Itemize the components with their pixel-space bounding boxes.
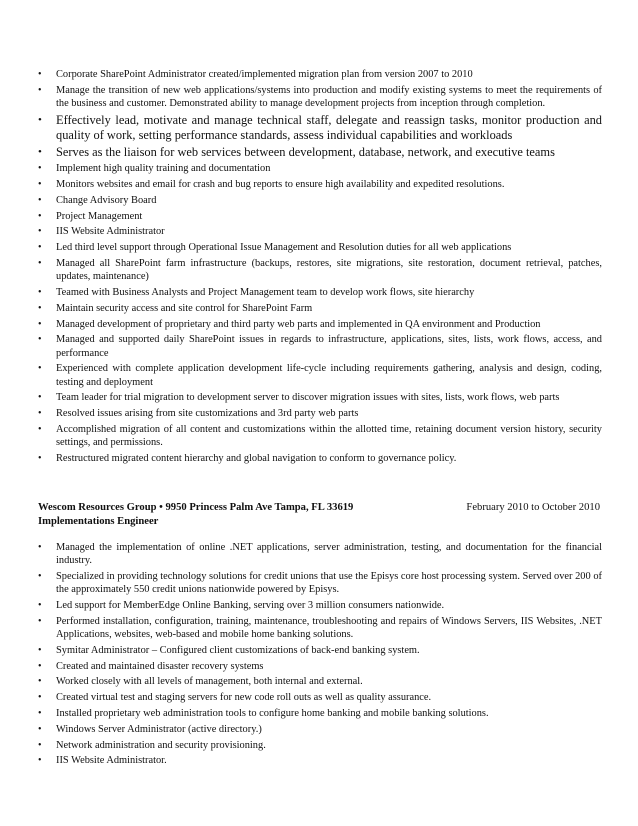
job-duties-list: [38, 541, 602, 770]
bullet-text: Performed installation, configuration, training, maintenance, troubleshooting and repairs of Windows Servers, IIS Websites, .NET Applications, websites, web-based and mobile home banking solutions.: [56, 615, 602, 640]
bullet-dot-icon: •: [38, 242, 42, 254]
bullet-dot-icon: •: [38, 146, 42, 159]
bullet-item: [38, 84, 602, 110]
bullet-dot-icon: •: [38, 318, 42, 330]
job-dates: February 2010 to October 2010: [466, 502, 600, 513]
bullet-item: [38, 257, 602, 283]
bullet-text: Managed all SharePoint farm infrastructure (backups, restores, site migrations, site restoration, document retrieval, patches, updates, maintenance): [56, 257, 602, 283]
bullet-text: Worked closely with all levels of management, both internal and external.: [56, 676, 363, 688]
bullet-dot-icon: •: [38, 408, 42, 420]
bullet-item: [38, 162, 602, 175]
bullet-item: [38, 541, 602, 567]
job-title: Implementations Engineer: [38, 516, 159, 527]
bullet-item: [38, 194, 602, 207]
bullet-text: Accomplished migration of all content and customizations within the allotted time, retaining document version history, security settings, and permissions.: [56, 423, 602, 449]
bullet-text: Created and maintained disaster recovery systems: [56, 660, 264, 672]
bullet-item: [38, 723, 602, 736]
bullet-text: Teamed with Business Analysts and Project Management team to develop work flows, site hierarchy: [56, 286, 475, 298]
bullet-dot-icon: •: [38, 676, 42, 688]
bullet-text: Project Management: [56, 210, 143, 222]
job-line: [38, 501, 602, 515]
bullet-item: [38, 691, 602, 704]
bullet-item: [38, 423, 602, 449]
bullet-item: [38, 113, 602, 144]
bullet-text: Managed and supported daily SharePoint issues in regards to infrastructure, applications, sites, lists, work flows, access, and performance: [56, 334, 602, 359]
bullet-item: [38, 391, 602, 404]
bullet-text: Managed the implementation of online .NET applications, server administration, testing, and documentation for the financial industry.: [56, 542, 602, 567]
bullet-item: [38, 362, 602, 388]
bullet-item: [38, 407, 602, 420]
bullet-item: [38, 599, 602, 612]
bullet-item: [38, 707, 602, 720]
bullet-dot-icon: •: [38, 707, 42, 719]
bullet-text: Network administration and security provisioning.: [56, 739, 266, 751]
bullet-text: Installed proprietary web administration tools to configure home banking and mobile banking solutions.: [56, 707, 489, 719]
bullet-item: [38, 318, 602, 331]
bullet-text: Implement high quality training and documentation: [56, 163, 271, 175]
bullet-text: Monitors websites and email for crash and bug reports to ensure high availability and expedited resolutions.: [56, 179, 505, 190]
bullet-text: Effectively lead, motivate and manage technical staff, delegate and reassign tasks, monitor production and quality of work, setting performance standards, assess individual capabilities and workloads: [56, 112, 602, 143]
bullet-text: Led support for MemberEdge Online Banking, serving over 3 million consumers nationwide.: [56, 600, 445, 611]
bullet-item: [38, 178, 602, 191]
job-company: Wescom Resources Group • 9950 Princess Palm Ave Tampa, FL 33619: [38, 502, 354, 513]
bullet-item: [38, 302, 602, 315]
bullet-dot-icon: •: [38, 194, 42, 206]
bullet-dot-icon: •: [38, 363, 42, 375]
bullet-item: [38, 675, 602, 688]
job-header: [38, 501, 602, 529]
bullet-text: IIS Website Administrator: [56, 226, 165, 238]
bullet-dot-icon: •: [38, 302, 42, 314]
bullet-dot-icon: •: [38, 739, 42, 751]
bullet-text: Manage the transition of new web applications/systems into production and modify existing systems to meet the requirements of the business and customer. Demonstrated ability to manage development projects from inception through completion.: [56, 84, 602, 109]
bullet-item: [38, 570, 602, 596]
bullet-item: [38, 210, 602, 223]
bullet-item: [38, 644, 602, 657]
bullet-text: Restructured migrated content hierarchy and global navigation to conform to governance policy.: [56, 452, 457, 464]
bullet-dot-icon: •: [38, 226, 42, 238]
bullet-dot-icon: •: [38, 69, 42, 80]
bullet-text: Symitar Administrator – Configured client customizations of back-end banking system.: [56, 644, 420, 656]
bullet-item: [38, 660, 602, 673]
bullet-text: Created virtual test and staging servers for new code roll outs as well as quality assurance.: [56, 692, 432, 704]
bullet-text: Corporate SharePoint Administrator created/implemented migration plan from version 2007 to 2010: [56, 69, 473, 80]
bullet-item: [38, 333, 602, 359]
bullet-dot-icon: •: [38, 755, 42, 767]
bullet-item: [38, 452, 602, 465]
bullet-text: Team leader for trial migration to development server to discover migration issues with sites, lists, work flows, web parts: [56, 392, 560, 404]
bullet-item: [38, 739, 602, 752]
bullet-dot-icon: •: [38, 286, 42, 298]
bullet-dot-icon: •: [38, 179, 42, 190]
bullet-dot-icon: •: [38, 423, 42, 435]
bullet-text: Maintain security access and site control for SharePoint Farm: [56, 302, 313, 314]
bullet-text: Change Advisory Board: [56, 194, 157, 206]
bullet-item: [38, 225, 602, 238]
bullet-item: [38, 241, 602, 254]
bullet-text: Resolved issues arising from site customizations and 3rd party web parts: [56, 408, 359, 420]
bullet-dot-icon: •: [38, 660, 42, 672]
bullet-dot-icon: •: [38, 257, 42, 269]
bullet-text: Led third level support through Operational Issue Management and Resolution duties for all web applications: [56, 242, 512, 254]
bullet-dot-icon: •: [38, 692, 42, 704]
bullet-item: [38, 68, 602, 81]
bullet-item: [38, 615, 602, 641]
bullet-text: IIS Website Administrator.: [56, 755, 167, 767]
bullet-dot-icon: •: [38, 392, 42, 404]
bullet-text: Specialized in providing technology solutions for credit unions that use the Episys core host processing system. Served over 200 of the approximately 550 credit unions nationwide powered by Episys.: [56, 571, 602, 596]
bullet-dot-icon: •: [38, 84, 42, 96]
responsibilities-list: [38, 68, 602, 468]
bullet-dot-icon: •: [38, 163, 42, 175]
bullet-text: Serves as the liaison for web services between development, database, network, and executive teams: [56, 145, 555, 160]
bullet-dot-icon: •: [38, 113, 42, 126]
bullet-text: Experienced with complete application development life-cycle including requirements gathering, analysis and design, coding, testing and deployment: [56, 363, 602, 388]
bullet-dot-icon: •: [38, 210, 42, 222]
bullet-dot-icon: •: [38, 644, 42, 656]
bullet-dot-icon: •: [38, 452, 42, 464]
bullet-item: [38, 754, 602, 767]
bullet-dot-icon: •: [38, 334, 42, 346]
bullet-item: [38, 145, 602, 160]
bullet-dot-icon: •: [38, 723, 42, 735]
bullet-text: Windows Server Administrator (active directory.): [56, 723, 262, 735]
bullet-dot-icon: •: [38, 615, 42, 627]
bullet-dot-icon: •: [38, 542, 42, 553]
bullet-dot-icon: •: [38, 600, 42, 611]
bullet-text: Managed development of proprietary and third party web parts and implemented in QA environment and Production: [56, 318, 541, 330]
bullet-dot-icon: •: [38, 571, 42, 582]
bullet-item: [38, 286, 602, 299]
